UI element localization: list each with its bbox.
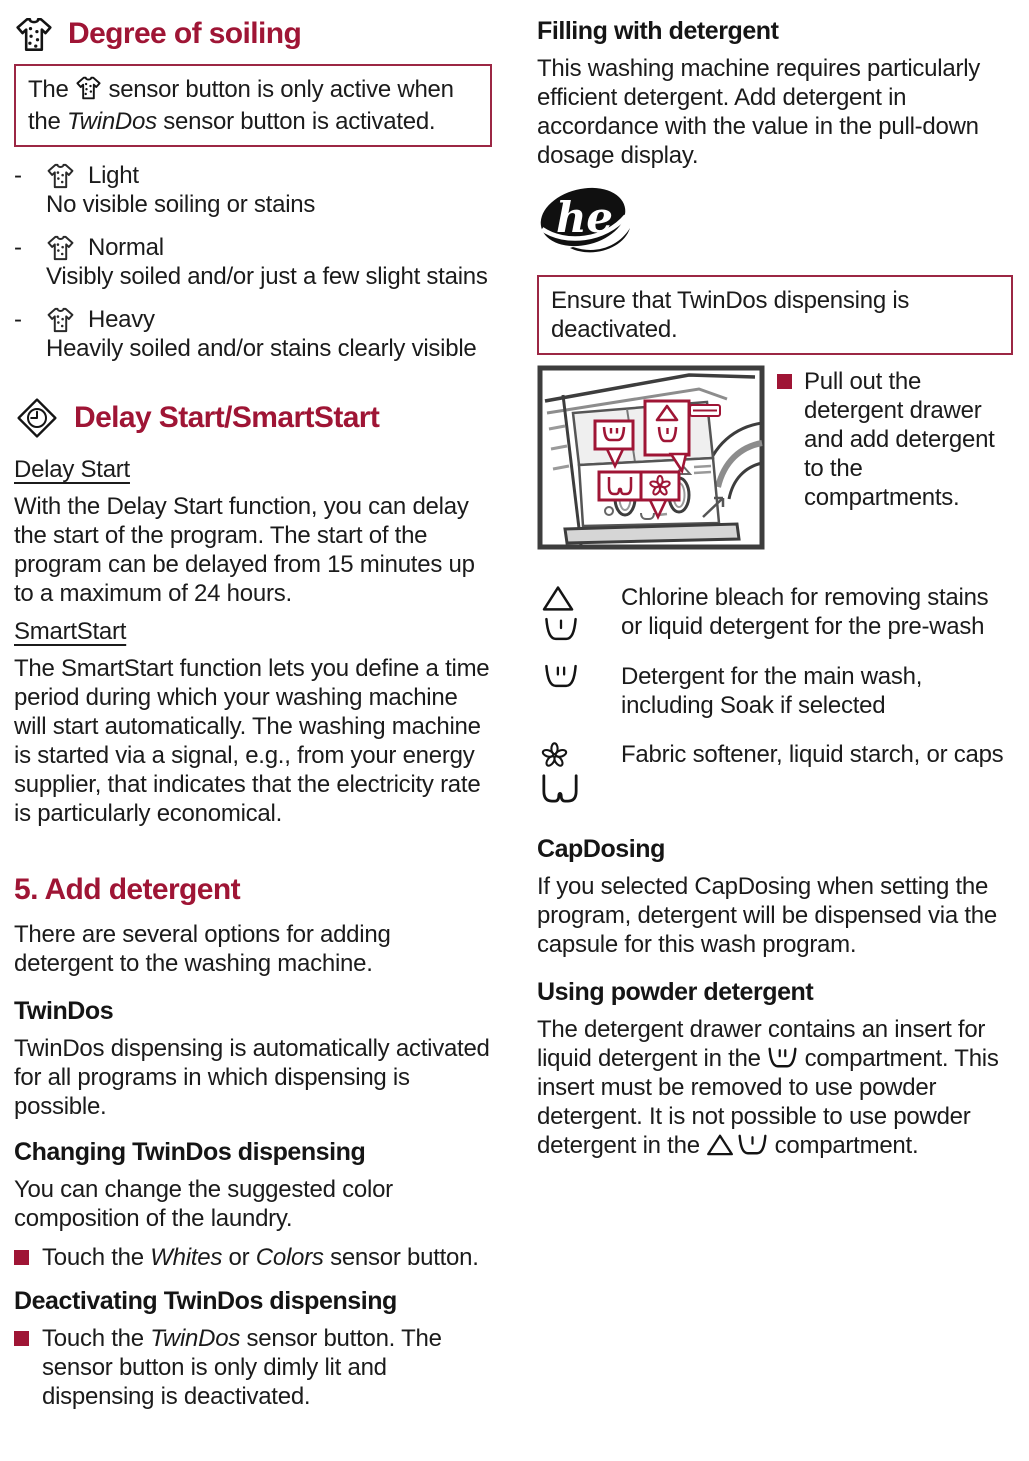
smartstart-subhead: SmartStart [14,618,127,645]
soiled-shirt-icon [14,17,54,52]
powder-detergent-paragraph [537,1015,1013,1160]
smartstart-paragraph: The SmartStart function lets you define a time period during which your washing machine will start automatically. The washing machine is started via a signal, e.g., from your energy supplier, that indicates that the electricity rate is particularly economical. [14,655,490,827]
capdosing-subhead: CapDosing [537,835,665,863]
list-item [14,1243,492,1272]
fabric-softener-flower-icon [541,742,568,769]
bullet-text: Touch the [42,1244,151,1271]
list-item [537,740,1013,804]
soiled-shirt-icon [75,79,102,106]
twindos-italic: TwinDos [150,1325,241,1352]
changing-twindos-paragraph: You can change the suggested color composition of the laundry. [14,1176,393,1232]
figure [537,365,1013,557]
list-item [14,161,492,219]
note-text: sensor button is activated. [156,108,436,135]
capdosing-paragraph: If you selected CapDosing when setting the program, detergent will be dispensed via the capsule for this wash program. [537,873,997,958]
soiled-shirt-icon [46,235,75,261]
pre-wash-compartment-icon [541,617,581,642]
delay-start-heading [14,395,492,441]
dash-bullet: - [14,306,22,333]
soiling-level-label: Light [88,162,139,189]
soiling-note-box [14,64,492,147]
he-logo-text: he [556,193,613,242]
symbol-description: Fabric softener, liquid starch, or caps [621,741,1004,768]
add-detergent-heading: 5. Add detergent [14,873,240,906]
note-text: sensor button is only active when the [28,76,454,135]
twindos-italic: TwinDos [67,108,157,135]
filling-with-detergent-subhead: Filling with detergent [537,17,779,45]
he-detergent-logo [537,184,1013,261]
dash-bullet: - [14,234,22,261]
pre-wash-triangle-and-compartment-icon [537,583,603,642]
detergent-drawer-illustration [537,365,765,557]
soiling-level-description: Heavily soiled and/or stains clearly visible [46,335,477,362]
delay-start-title: Delay Start/SmartStart [74,401,380,434]
caps-compartment-icon [541,774,579,804]
soiling-levels-list [14,161,492,363]
list-item [14,1324,492,1411]
symbol-description: Chlorine bleach for removing stains or liquid detergent for the pre-wash [621,584,989,640]
bullet-text: sensor button. [323,1244,479,1271]
bullet-text: Touch the [42,1325,151,1352]
main-wash-compartment-icon [767,1047,798,1069]
delay-start-clock-icon [14,395,60,441]
soiling-level-label: Heavy [88,306,155,333]
list-item [537,662,1013,720]
dash-bullet: - [14,162,22,189]
whites-italic: Whites [150,1244,223,1271]
pre-wash-triangle-icon [706,1133,734,1156]
colors-italic: Colors [255,1244,324,1271]
list-item [14,233,492,291]
soiling-level-description: Visibly soiled and/or just a few slight stains [46,263,488,290]
paragraph-text: compartment. [768,1132,919,1159]
delay-start-subhead: Delay Start [14,456,130,483]
paragraph-text: compartment. This insert must be removed to use powder detergent. It is not possible to use powder detergent in the [537,1045,999,1159]
bullet-text: or [222,1244,256,1271]
list-item [777,367,1010,512]
soiling-level-label: Normal [88,234,164,261]
square-bullet-icon [777,374,792,389]
right-column [537,16,1013,1160]
degree-of-soiling-heading [14,16,492,52]
add-detergent-intro: There are several options for adding detergent to the washing machine. [14,921,391,977]
twindos-warning-box: Ensure that TwinDos dispensing is deactivated. [537,275,1013,355]
twindos-paragraph: TwinDos dispensing is automatically activated for all programs in which dispensing is possible. [14,1035,490,1120]
main-wash-compartment-icon [537,662,603,720]
pre-wash-compartment-icon [737,1134,768,1156]
bullet-text: sensor button. The sensor button is only dimly lit and dispensing is deactivated. [42,1325,442,1410]
note-text: The [28,76,76,103]
pull-out-drawer-text: Pull out the detergent drawer and add detergent to the compartments. [804,368,995,511]
triangle-icon [541,585,575,612]
left-column [14,16,492,1411]
soiling-level-description: No visible soiling or stains [46,191,316,218]
powder-detergent-subhead: Using powder detergent [537,978,814,1006]
square-bullet-icon [14,1250,29,1265]
soiled-shirt-icon [46,307,75,333]
fabric-softener-and-caps-icon [537,740,603,804]
soiled-shirt-icon [46,163,75,189]
twindos-subhead: TwinDos [14,997,114,1025]
deactivating-twindos-subhead: Deactivating TwinDos dispensing [14,1287,397,1315]
list-item [14,305,492,363]
delay-start-paragraph: With the Delay Start function, you can delay the start of the program. The start of the program can be delayed from 15 minutes up to a maximum of 24 hours. [14,493,475,607]
degree-of-soiling-title: Degree of soiling [68,17,302,50]
list-item [537,583,1013,642]
filling-paragraph: This washing machine requires particularly efficient detergent. Add detergent in accordance with the value in the pull-down dosage display. [537,55,981,169]
symbol-description: Detergent for the main wash, including Soak if selected [621,663,923,719]
compartment-symbol-list [537,583,1013,804]
changing-twindos-subhead: Changing TwinDos dispensing [14,1138,366,1166]
square-bullet-icon [14,1331,29,1346]
paragraph-text: The detergent drawer contains an insert for liquid detergent in the [537,1016,986,1072]
